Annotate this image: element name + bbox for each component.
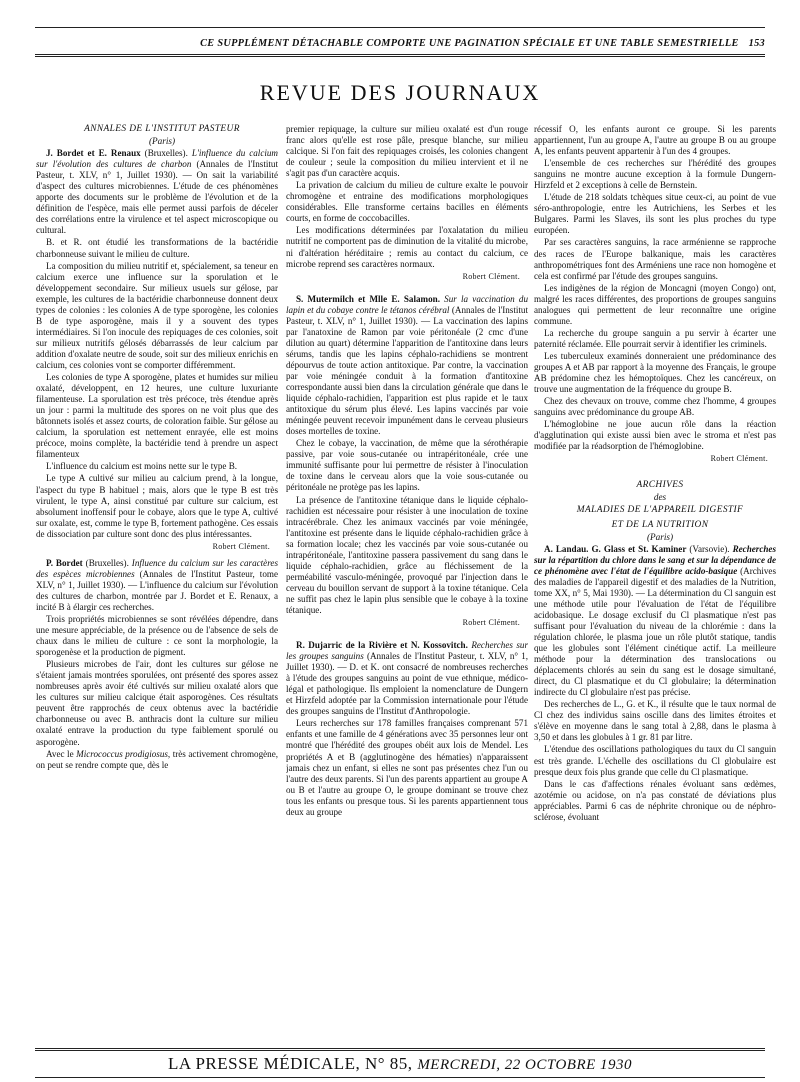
paragraph: L'étude de 218 soldats tchèques situe ceux-ci, au point de vue séro-anthropologie, entre les Autrichiens, les Serbes et les Bulgares. Parmi les Slaves, ils sont les plus proches du type européen. (534, 192, 776, 236)
signature: Robert Clément. (462, 271, 520, 281)
paragraph: Trois propriétés microbiennes se sont révélées dépendre, dans une mesure appréciable, de la présence ou de l'absence de sels de chaux dans le milieu de culture : ce sont la morphologie, la sporogenèse et la production de pigment. (36, 614, 278, 658)
article-place: (Varsovie). (686, 543, 733, 554)
article-lead (286, 640, 528, 717)
top-rule (35, 27, 765, 28)
column-2 (286, 124, 528, 1048)
column-3 (534, 124, 776, 1048)
footer-date: MERCREDI, 22 OCTOBRE 1930 (417, 1057, 633, 1073)
paragraph: Chez des chevaux on trouve, comme chez l'homme, 4 groupes sanguins avec prédominance du groupe AB. (534, 396, 776, 418)
article-lead (36, 148, 278, 236)
paragraph (36, 749, 278, 771)
signature: Robert Clément. (462, 618, 520, 628)
text-run: , très activement chromogène, on peut se rendre compte que, dès le (36, 748, 278, 770)
signature: Robert Clément. (710, 454, 768, 464)
paragraph: Par ses caractères sanguins, la race arménienne se rapproche des races de l'Europe balkanique, mais les caractères anthropométriques font des Arméniens une race non homogène et cela est confirmé par l'étude des groupes sanguins. (534, 237, 776, 281)
page-number: 153 (748, 37, 765, 49)
article-place: (Bruxelles). (82, 557, 132, 568)
bottom-rule (35, 1077, 765, 1078)
footer (35, 1054, 765, 1074)
paragraph: Plusieurs microbes de l'air, dont les cultures sur gélose ne s'étaient jamais montrées sporulées, ont présenté des spores assez nombreuses après avoir été cultivés sur milieu oxalaté alors que les cultures sur milieu calcique était asporogènes. Ces résultats peuvent être rapprochés de ceux obtenus avec la bactéridie charbonneuse ou avec B. anthracis dont la culture sur milieu oxalaté entrave la production du type faiblement sporulé ou asporogène. (36, 659, 278, 747)
article-authors: P. Bordet (46, 557, 83, 568)
species-name: Micrococcus prodigiosus (76, 748, 168, 759)
article-title: L'influence du calcium sur l'évolution des cultures de charbon (36, 148, 278, 170)
article-lead (534, 544, 776, 699)
paragraph: L'hémoglobine ne joue aucun rôle dans la réaction d'agglutination qui existe aussi bien avec le stroma et n'est pas modifiée par la réadsorption de l'hémoglobine. (534, 419, 776, 452)
paragraph: L'étendue des oscillations pathologiques du taux du Cl sanguin est très grande. L'échelle des oscillations du Cl globulaire est presque deux fois plus grande que celle du Cl plasmatique. (534, 744, 776, 777)
paragraph: premier repiquage, la culture sur milieu oxalaté est d'un rouge franc alors qu'elle est rose pâle, presque blanche, sur milieu calcique. Si l'on fait des repiquages croisés, les colonies changent de couleur ; seule la composition du milieu intervient et il ne s'agit pas d'un caractère acquis. (286, 124, 528, 179)
text-run: Avec le (46, 748, 77, 759)
header-double-rule (35, 54, 765, 57)
article-authors: A. Landau. G. Glass et St. Kaminer (544, 543, 687, 554)
paragraph: L'influence du calcium est moins nette sur le type B. (46, 461, 238, 472)
section-heading: MALADIES DE L'APPAREIL DIGESTIF (576, 504, 744, 515)
article-lead (36, 558, 278, 613)
paragraph: Des recherches de L., G. et K., il résulte que le taux normal de Cl chez des individus sains oscille dans des limites étroites et s'élève en moyenne dans le sang total à 2,88, dans le plasma à 3,50 et dans les globules à 1 gr. 81 par litre. (534, 699, 776, 743)
section-subheading: (Paris) (646, 531, 674, 542)
article-body: (Archives des maladies de l'appareil digestif et des maladies de la Nutrition, tome XX, n° 5, Mai 1930). — La détermination du Cl sanguin est une méthode utile pour l'évaluation de l'état de l'équilibre acidobasique. Le dosage exclusif du Cl plasmatique n'est pas suffisant pour l'évaluation du niveau de la chlorémie : dans la régulation chlorée, le plasma joue un rôle plutôt statique, tandis que les globules sont l'élément cinétique actif. La meilleure méthode pour la détermination des translocations ou déplacements chlorés au sein du sang est le dosage simultané, direct, du Cl plasmatique et du Cl globulaire; la détermination indirecte du Cl globulaire n'est pas précise. (534, 565, 776, 698)
article-title: Influence du calcium sur les caractères des espèces microbiennes (36, 557, 278, 579)
section-heading: ANNALES DE L'INSTITUT PASTEUR (84, 124, 240, 134)
running-header (35, 35, 765, 51)
section-heading: ET DE LA NUTRITION (611, 519, 709, 530)
paragraph: Chez le cobaye, la vaccination, de même que la sérothérapie passive, par voie sous-cutanée ou intrapéritonéale, crée une immunité suffisante pour lui permettre de résister à l'inoculation de toxine dans le cerveau alors que la voie sous-cutanée ou péritonéale ne protège pas les lapins. (286, 438, 528, 493)
article-lead (286, 294, 528, 438)
footer-journal: LA PRESSE MÉDICALE, N° 85, (167, 1054, 418, 1073)
article-body: (Annales de l'Institut Pasteur, t. XLV, n° 1, Juillet 1930). — On sait la variabilité d'aspect des cultures microbiennes. L'étude de ces phénomènes apporte des documents sur le problème de l'évolution et de la définition de l'espèce, mais elle permet aussi parfois de déceler des corrélations entre la virulence et tel aspect microscopique ou cultural. (36, 159, 278, 236)
paragraph: Dans le cas d'affections rénales évoluant sans œdèmes, azotémie ou acidose, on n'a pas constaté de déviations plus appréciables. Parmi 6 cas de néphrite chronique ou de néphro-sclérose, évoluant (534, 778, 776, 822)
paragraph: La composition du milieu nutritif et, spécialement, sa teneur en calcium exerce une influence sur la sporulation et le développement secondaire. Sur milieux usuels sur gélose, par exemple, les cultures de la bactéridie charbonneuse donnent deux types de colonies : les colonies A de type sporogène, les colonies B de type asporogène, mais il y a souvent des types intermédiaires. Si l'on inocule des repiquages de ces colonies, soit sur milieux nutritifs gélosés débarrassés de leur calcium par addition d'oxalate neutre de soude, soit sur des milieux enrichis en calcium, ces colonies vont se comporter différemment. (36, 260, 278, 370)
paragraph: Les modifications déterminées par l'oxalatation du milieu nutritif ne comportent pas de diminution de la vitalité du microbe, ni d'altération héréditaire ; remis au contact du calcium, ce microbe reprend ses caractères normaux. (286, 225, 528, 269)
article-title: Sur la vaccination du lapin et du cobaye contre le tétanos cérébral (286, 293, 528, 315)
paragraph: Le type A cultivé sur milieu au calcium prend, à la longue, l'aspect du type B habituel ; mais, alors que le type B est très virulent, le type A, ainsi constitué par culture sur calcium, est absolument inoffensif pour le cobaye, alors que le type A, cultivé sur oxalate, est, comme le type B, fortement pathogène. Ces essais de dissociation par culture sont donc des plus intéressantes. (36, 473, 278, 539)
article-body: (Annales de l'Institut Pasteur, t. XLV, n° 1, Juillet 1930). — La vaccination des lapins par l'anatoxine de Ramon par voie péritonéale (2 cmc d'une dilution au quart) détermine l'apparition de l'antitoxine dans leurs sérums, tandis que les lapins céphalo-rachidiens se montrent dépourvus de toute action antitoxique. Par contre, la vaccination par voie méningée conduit à la formation d'antitoxine correspondante aussi bien dans la circulation générale que dans le liquide céphalo-rachidien, l'apparition est plus rapide et le taux antitoxique du sérum plus élevé. Les lapins vaccinés par voie méningée peuvent recevoir impunément dans le cerveau plusieurs doses mortelles de toxine. (286, 304, 528, 437)
page-title: REVUE DES JOURNAUX (259, 80, 541, 105)
header-banner: CE SUPPLÉMENT DÉTACHABLE COMPORTE UNE PAGINATION SPÉCIALE ET UNE TABLE SEMESTRIELLE (200, 37, 739, 49)
section-subheading: (Paris) (148, 136, 176, 147)
paragraph: La privation de calcium du milieu de culture exalte le pouvoir chromogène et entraine des modifications morphologiques considérables. Elle transforme certains bacilles en éléments courts, en forme de coccobacilles. (286, 180, 528, 224)
article-authors: S. Mutermilch et Mlle E. Salamon. (296, 293, 440, 304)
paragraph: L'ensemble de ces recherches sur l'hérédité des groupes sanguins ne montre aucune exception à la formule Dungern-Hirzfeld et 2 exceptions à celle de Bernstein. (534, 158, 776, 191)
column-1 (36, 124, 278, 1048)
paragraph: récessif O, les enfants auront ce groupe. Si les parents appartiennent, l'un au groupe A, l'autre au groupe B ou au groupe A, les enfants peuvent appartenir à l'un des 4 groupes. (534, 124, 776, 157)
article-body: (Annales de l'Institut Pasteur, tome XLV, n° 1, Juillet 1930). — L'influence du calcium sur l'évolution des cultures de charbon, montrée par J. Bordet et E. Renaux, a incité B à élargir ces recherches. (36, 568, 278, 612)
paragraph: Les colonies de type A sporogène, plates et humides sur milieu oxalaté, développent, en 12 heures, une culture luxuriante filamenteuse. La sporulation est très précoce, très étendue après un jour : parmi la multitude des spores on ne voit plus que des bâtonnets isolés et assez courts, de coloration faible. Sur gélose au calcium, la sporulation est nettement enrayée, elle est moins précoce, moins complète, la bactéridie tend à prendre un aspect filamenteux (36, 372, 278, 460)
article-title: Recherches sur les groupes sanguins (286, 640, 528, 662)
article-authors: J. Bordet et E. Renaux (46, 148, 141, 159)
paragraph: La recherche du groupe sanguin a pu servir à écarter une paternité réclamée. Elle pourrait servir à identifier les criminels. (534, 327, 776, 349)
paragraph: Les indigènes de la région de Moncagni (moyen Congo) ont, malgré les races différentes, des proportions de groupes sanguins analogues qui permettent de leur reconnaître une origine commune. (534, 282, 776, 326)
footer-double-rule (35, 1048, 765, 1051)
article-place: (Bruxelles). (140, 148, 192, 159)
paragraph: La présence de l'antitoxine tétanique dans le liquide céphalo-rachidien est nécessaire pour résister à une inoculation de toxine intracérébrale. Chez les animaux vaccinés par voie méningée, l'antitoxine est présente dans le liquide céphalo-rachidien grâce à sa formation locale; chez les vaccinés par voie sous-cutanée ou intrapéritonéale, l'antitoxine passera passivement du sang dans le liquide céphalo-rachidien, grâce au fléchissement de la perméabilité vasculo-méningée, provoqué par l'injection dans le cerveau du bouillon servant de support à la toxine tétanique. Cela ne suffit pas chez le lapin plus sensible que le cobaye à la toxine tétanique. (286, 494, 528, 615)
paragraph: Les tuberculeux examinés donneraient une prédominance des groupes A et AB par rapport à la moyenne des Français, le groupe AB prédomine chez les hémoptoïques. Chez les cancéreux, on trouve une augmentation de la fréquence du groupe B. (534, 350, 776, 395)
paragraph: B. et R. ont étudié les transformations de la bactéridie charbonneuse suivant le milieu de culture. (36, 237, 278, 259)
section-heading: ARCHIVES (636, 480, 684, 491)
article-title: Recherches sur la répartition du chlore dans le sang et sur la dépendance de ce phénomène avec l'état de l'équilibre acido-basique (534, 543, 776, 576)
article-authors: R. Dujarric de la Rivière et N. Kossovitch. (296, 640, 468, 651)
section-heading-connector: des (653, 492, 667, 503)
signature: Robert Clément. (212, 541, 270, 551)
paragraph: Leurs recherches sur 178 familles françaises comprenant 571 enfants et une famille de 4 générations avec 35 personnes leur ont montré que l'hérédité des groupes obéit aux lois de Mendel. Les propriétés A et B (agglutinogène des hématies) n'apparaissent jamais chez un enfant, si elles ne sont pas présentes chez l'un ou l'autre des deux parents. Si l'un des parents appartient au groupe A ou B et l'autre au groupe O, le groupe dominant se trouve chez tous les enfants ou presque tous. Si les parents appartiennent tous deux au groupe (286, 718, 528, 817)
article-body: (Annales de l'Institut Pasteur, t. XLV, n° 1, Juillet 1930). — D. et K. ont consacré de nombreuses recherches à l'étude des groupes sanguins au point de vue ethnique, médico-légal et pathologique. Ils emploient la nomenclature de Dungern et Hirzfeld adoptée par la Commission internationale pour l'étude des groupes sanguins de l'Institut d'Anthropologie. (286, 651, 528, 717)
